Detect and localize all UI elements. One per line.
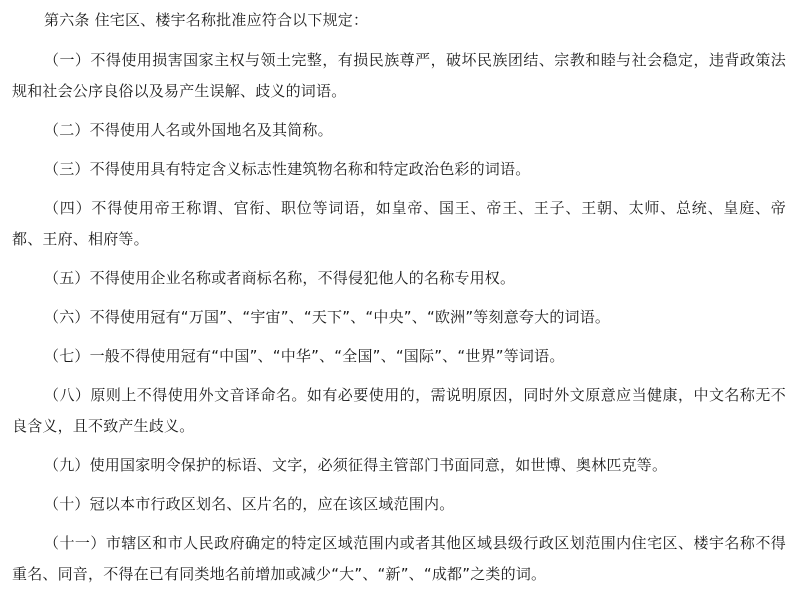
clause-3: （三）不得使用具有特定含义标志性建筑物名称和特定政治色彩的词语。	[44, 160, 531, 178]
article-heading: 第六条 住宅区、楼宇名称批准应符合以下规定：	[44, 11, 369, 29]
clause-10: （十）冠以本市行政区划名、区片名的，应在该区域范围内。	[44, 495, 455, 513]
clause-8: （八）原则上不得使用外文音译命名。如有必要使用的，需说明原因，同时外文原意应当健康，中文名称无不良含义，且不致产生歧义。	[12, 386, 786, 435]
clause-9: （九）使用国家明令保护的标语、文字，必须征得主管部门书面同意，如世博、奥林匹克等。	[44, 456, 668, 474]
clause-11: （十一）市辖区和市人民政府确定的特定区域范围内或者其他区域县级行政区划范围内住宅区、楼宇名称不得重名、同音，不得在已有同类地名前增加或减少“大”、“新”、“成都”之类的词。	[12, 534, 786, 583]
clause-7: （七）一般不得使用冠有“中国”、“中华”、“全国”、“国际”、“世界”等词语。	[44, 347, 565, 365]
clause-6: （六）不得使用冠有“万国”、“宇宙”、“天下”、“中央”、“欧洲”等刻意夸大的词语。	[44, 308, 611, 326]
clause-1: （一）不得使用损害国家主权与领土完整，有损民族尊严，破坏民族团结、宗教和睦与社会稳定，违背政策法规和社会公序良俗以及易产生误解、歧义的词语。	[12, 51, 786, 100]
clause-4: （四）不得使用帝王称谓、官衔、职位等词语，如皇帝、国王、帝王、王子、王朝、太师、总统、皇庭、帝都、王府、相府等。	[12, 199, 786, 248]
clause-2: （二）不得使用人名或外国地名及其简称。	[44, 121, 333, 139]
clause-5: （五）不得使用企业名称或者商标名称，不得侵犯他人的名称专用权。	[44, 269, 516, 287]
